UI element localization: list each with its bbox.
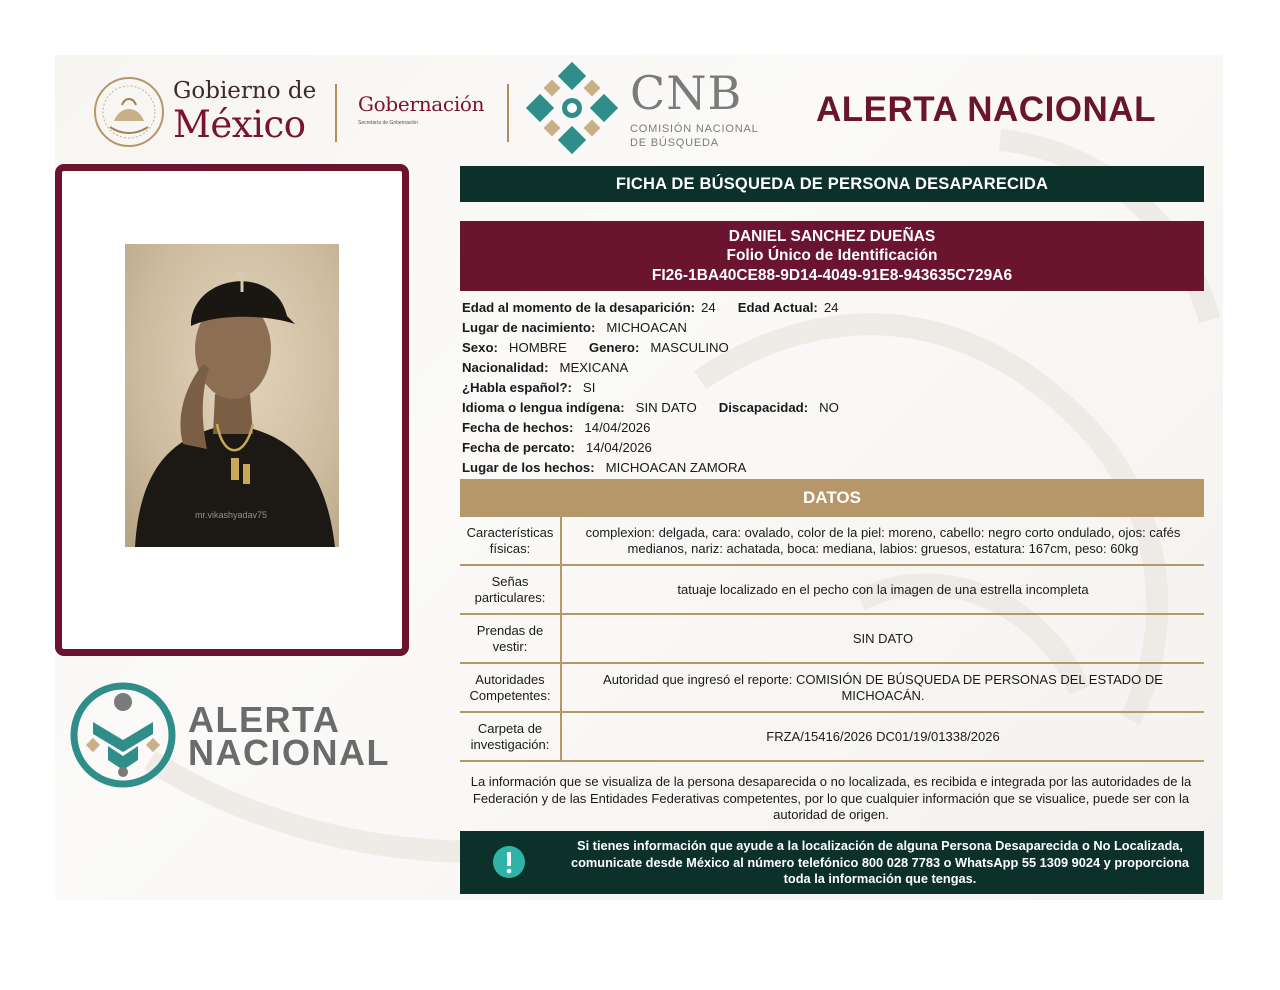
fact-value: MEXICANA [559,360,629,375]
fact-label: Nacionalidad: [462,360,549,375]
fact-row [462,458,839,478]
photo-watermark: mr.vikashyadav75 [195,510,268,520]
row-value: tatuaje localizado en el pecho con la imagen de una estrella incompleta [677,581,1089,597]
folio-id: FI26-1BA40CE88-9D14-4049-91E8-943635C729A6 [651,266,1013,284]
fact-label: Fecha de percato: [462,440,575,455]
person-facts [462,298,839,478]
fact-label: Idioma o lengua indígena: [462,400,625,415]
header-divider [335,84,337,142]
row-label: Características físicas: [460,517,562,564]
row-label: Autoridades Competentes: [460,664,562,711]
row-value: Autoridad que ingresó el reporte: COMISIÓN DE BÚSQUEDA DE PERSONAS DEL ESTADO DE MICHOACÁN. [603,671,1163,703]
fact-label: Discapacidad: [718,400,809,415]
cnb-logo-text [630,66,759,150]
fact-row [462,438,839,458]
fact-value: SI [582,380,596,395]
fact-value: MICHOACAN ZAMORA [605,460,747,475]
datos-table [460,517,1204,762]
logo-line-2: México [173,103,306,146]
fact-label: Lugar de nacimiento: [462,320,596,335]
row-label: Prendas de vestir: [460,615,562,662]
fact-label: Edad Actual: [737,300,818,315]
fact-value: 14/04/2026 [584,420,651,435]
table-row [460,615,1204,664]
cnb-name-line-1: COMISIÓN NACIONAL [630,123,759,135]
fact-label: Lugar de los hechos: [462,460,595,475]
fact-row [462,398,839,418]
mexico-seal-icon [92,75,166,149]
fact-row [462,338,839,358]
cnb-emblem-icon [526,62,618,154]
exclamation-icon [492,845,526,879]
fact-value: HOMBRE [508,340,567,355]
contact-info-text: Si tienes información que ayude a la localización de alguna Persona Desaparecida o No Localizada, comunicate desde México al número telefónico 800 028 7783 o WhatsApp 55 1309 9024 y proporciona toda la información que tengas. [570,838,1190,886]
row-value: complexion: delgada, cara: ovalado, color de la piel: moreno, cabello: negro corto ondulado, ojos: cafés medianos, nariz: achatada, boca: mediana, labios: gruesos, estatura: 167cm, peso: 60kg [585,524,1181,556]
gobernacion-title: Gobernación [358,92,485,116]
fact-value: 24 [823,300,839,315]
alerta-nacional-emblem-icon [68,680,178,790]
contact-info-bar [460,831,1204,894]
fact-row [462,378,839,398]
gobernacion-subtitle: Secretaría de Gobernación [358,120,419,126]
fact-value: 24 [701,300,716,315]
row-value: FRZA/15416/2026 DC01/19/01338/2026 [766,728,1000,744]
fact-label: Fecha de hechos: [462,420,574,435]
alert-title: ALERTA NACIONAL [816,90,1156,129]
cnb-acronym: CNB [630,66,743,120]
fact-value: MASCULINO [650,340,729,355]
fact-label: Sexo: [462,340,498,355]
datos-title-bar: DATOS [460,479,1204,517]
person-photo [125,244,339,547]
cnb-name-line-2: DE BÚSQUEDA [630,137,719,149]
fact-row [462,418,839,438]
table-row [460,566,1204,615]
alerta-nacional-logo-text [188,699,390,773]
logo-line-1: Gobierno de [173,78,317,104]
table-row [460,713,1204,762]
fact-row [462,298,839,318]
fact-value: MICHOACAN [606,320,687,335]
fact-label: ¿Habla español?: [462,380,572,395]
person-name: DANIEL SANCHEZ DUEÑAS [728,227,936,245]
person-header [460,221,1204,291]
disclaimer-text: La información que se visualiza de la persona desaparecida o no localizada, es recibida e integrada por las autoridades de la Federación y de las Entidades Federativas competentes, por lo que cualquier información que se visualice, puede ser con la autoridad de origen. [470,774,1192,822]
fact-row [462,358,839,378]
table-row [460,664,1204,713]
row-label: Señas particulares: [460,566,562,613]
row-value: SIN DATO [852,630,914,646]
fact-label: Genero: [588,340,640,355]
logo-text-line-2: NACIONAL [188,732,390,773]
ficha-title-bar: FICHA DE BÚSQUEDA DE PERSONA DESAPARECIDA [460,166,1204,202]
table-row [460,517,1204,566]
fact-value: 14/04/2026 [585,440,652,455]
logo-text-line-1: ALERTA [188,699,341,740]
gobierno-de-mexico-logo [173,78,317,146]
fact-value: SIN DATO [635,400,697,415]
gobernacion-logo [358,92,484,126]
person-silhouette-icon [125,244,339,547]
header-divider [507,84,509,142]
fact-value: NO [819,400,839,415]
fact-row [462,318,839,338]
folio-label: Folio Único de Identificación [726,247,938,265]
row-label: Carpeta de investigación: [460,713,562,760]
fact-label: Edad al momento de la desaparición: [462,300,696,315]
